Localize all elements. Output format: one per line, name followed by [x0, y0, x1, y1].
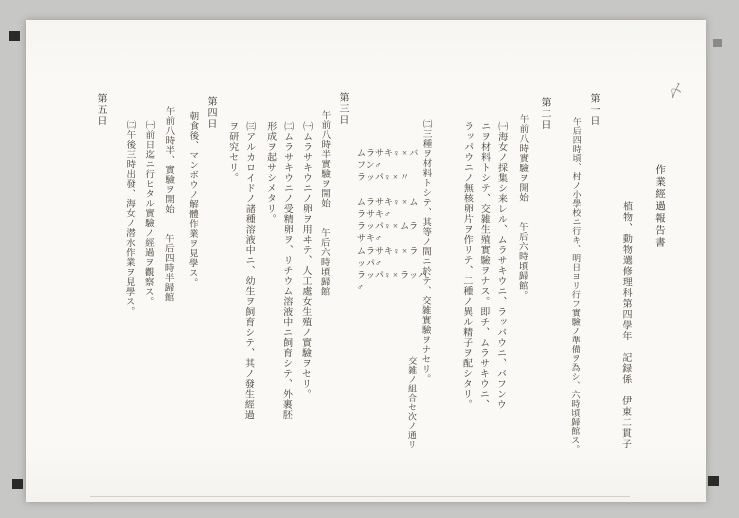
day3-item-3: ㈢アルカロイドノ諸種溶液中ニ、幼生ヲ飼育シテ、其ノ發生經過ヲ研究セリ。 — [226, 120, 255, 420]
day4-morning-entry: 朝食後、マンボウノ解體作業ヲ見學ス。 — [186, 110, 198, 288]
day5-heading: 第五日 — [94, 92, 107, 127]
cross-pair-4: ラッパ♀ × ムラサキ♂ — [357, 221, 419, 243]
day3-heading: 第三日 — [336, 91, 349, 126]
cross-pair-1: ムラサキ♀ × バフン♂ — [357, 148, 419, 170]
registration-mark-top-left — [9, 31, 20, 41]
day2-item-2: ㈡三種ヲ材料トシテ、其等ノ間ニ於テ、交雑實驗ヲナセリ。 — [419, 118, 431, 384]
cross-pair-2: ラッパ♀ × 〃 — [357, 172, 410, 182]
registration-mark-top-right — [713, 39, 722, 47]
day4-item-2: ㈡午後三時出發、海女ノ潜水作業ヲ見學ス。 — [123, 119, 135, 317]
day4-schedule: 午前八時半、實驗ヲ開始 午后四時半歸館 — [162, 105, 174, 303]
day1-heading: 第一日 — [587, 92, 600, 127]
day2-heading: 第二日 — [538, 96, 551, 131]
scan-artifact-line — [90, 496, 630, 497]
day2-schedule: 午前八時實驗ヲ開始 午后六時頃歸館。 — [516, 113, 528, 301]
cross-pair-6: ラッパ♀ × ラッパ♂ — [357, 270, 427, 292]
ink-scribble-mark: 〆 — [666, 81, 686, 102]
byline: 植物、動物選修理科第四學年 記録係 伊東二貫子 — [619, 200, 632, 450]
day4-item-1: ㈠前日迄ニ行ヒタル實驗ノ經過ヲ觀察ス。 — [142, 119, 154, 307]
day3-schedule: 午前八時半實驗ヲ開始 午后六時頃歸館 — [318, 109, 330, 297]
registration-mark-bottom-left — [12, 479, 23, 489]
day2-cross-note: 交雑ノ組合セ次ノ通リ — [406, 355, 418, 450]
registration-mark-bottom-right — [708, 476, 719, 486]
day3-item-1: ㈠ムラサキウニノ卵ヲ用ヰテ、人工處女生殖ノ實驗ヲセリ。 — [299, 120, 312, 400]
cross-pair-5: ムラサキ♀ × ラッパ♂ — [357, 246, 419, 268]
page-title: 作業經過報告書 — [653, 163, 666, 249]
day3-item-2: ㈡ムラサキウニノ受精卵ヲ、リチウム溶液中ニ飼育シテ、外裹胚形成ヲ起サシメタリ。 — [264, 120, 293, 420]
cross-pair-3: ムラサキ♀ × ムラサキ♂ — [357, 197, 419, 219]
day2-item-1: ㈠海女ノ採集シ来レル、ムラサキウニ、ラッパウニ、バフンウニヲ材料トシテ、交雑生殖實驗ヲナス。即チ、ムラサキウニ、ラッパウニノ無核卵片ヲ作リテ、二種ノ異ル精子ヲ配シタリ。 — [460, 120, 507, 410]
day1-entry: 午后四時頃、村ノ小學校ニ行キ、明日ヨリ行フ實驗ノ準備ヲ為シ、六時頃歸館ス。 — [570, 116, 582, 454]
day4-heading: 第四日 — [204, 95, 217, 130]
